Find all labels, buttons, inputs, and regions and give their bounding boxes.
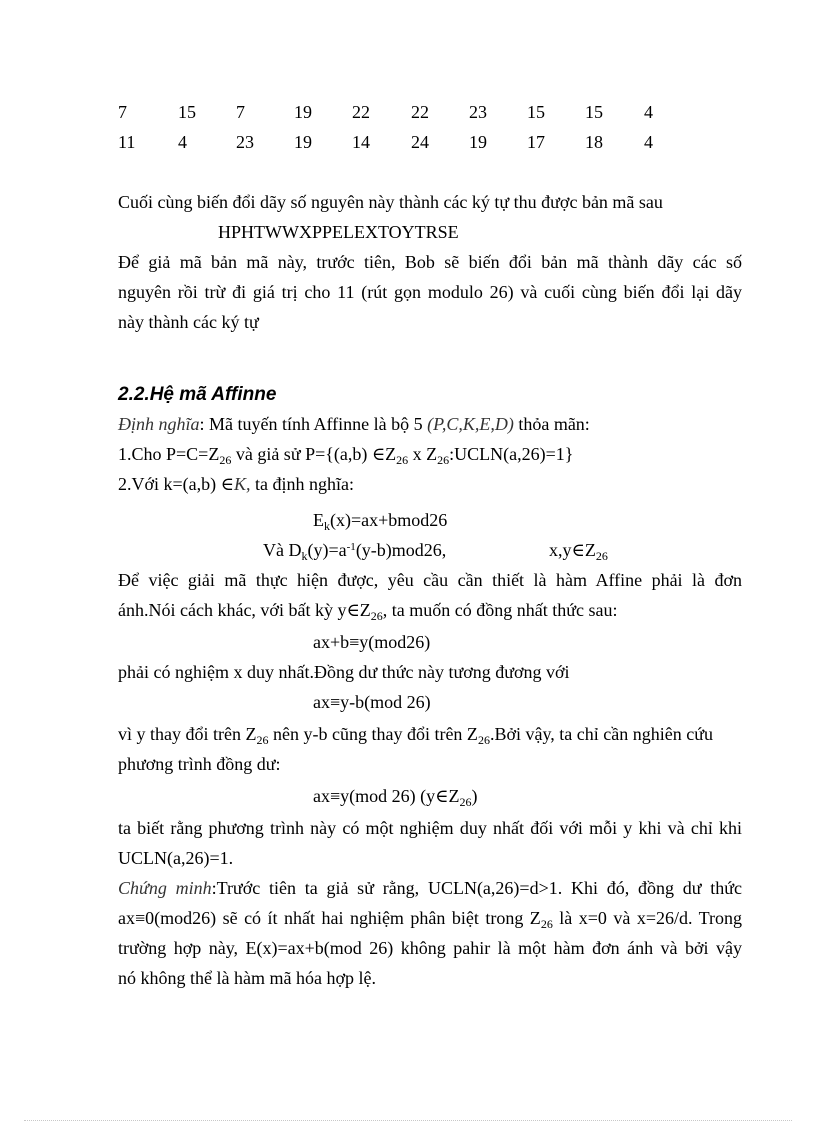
item-1-text: và giả sử P={(a,b) ∈Z: [231, 444, 397, 464]
item-1-text: x Z: [408, 444, 438, 464]
paragraph-decrypt-line: nguyên rồi trừ đi giá trị cho 11 (rút gọn modulo 26) và cuối cùng biến đổi lại dãy: [118, 282, 742, 302]
subscript: 26: [540, 917, 553, 931]
table-cell: 15: [527, 102, 545, 122]
table-cell: 17: [527, 132, 545, 152]
formula-text: (x)=ax+bmod26: [330, 510, 448, 530]
formula-encrypt: [313, 508, 447, 532]
table-cell: 7: [236, 102, 245, 122]
congruence-3: [313, 784, 477, 808]
formula-decrypt: [263, 538, 446, 562]
table-cell: 11: [118, 132, 136, 152]
subscript: 26: [219, 453, 232, 467]
paragraph-text: , ta muốn có đồng nhất thức sau:: [382, 600, 618, 620]
item-2-text: ta định nghĩa:: [250, 474, 354, 494]
definition-text: : Mã tuyến tính Affinne là bộ 5: [199, 414, 428, 434]
subscript: k: [301, 549, 308, 563]
table-cell: 4: [178, 132, 187, 152]
definition-line: [118, 412, 742, 436]
table-cell: 19: [469, 132, 487, 152]
formula-text: ): [471, 786, 478, 806]
table-cell: 24: [411, 132, 429, 152]
subscript: 26: [256, 733, 269, 747]
paragraph-since-line: phương trình đồng dư:: [118, 754, 281, 774]
ciphertext: HPHTWWXPPELEXTOYTRSE: [218, 222, 459, 242]
paragraph-know-line: UCLN(a,26)=1.: [118, 848, 234, 868]
subscript: 26: [370, 609, 383, 623]
formula-text: x,y∈Z: [549, 540, 596, 560]
definition-tuple: (P,C,K,E,D): [427, 414, 514, 434]
key-space: K,: [233, 474, 251, 494]
table-cell: 22: [411, 102, 429, 122]
table-cell: 7: [118, 102, 127, 122]
table-cell: 15: [178, 102, 196, 122]
paragraph-decrypt-line: Để giả mã bản mã này, trước tiên, Bob sẽ biến đổi bản mã thành dãy các số: [118, 252, 742, 272]
paragraph-text: vì y thay đổi trên Z: [118, 724, 257, 744]
paragraph-decrypt-line: này thành các ký tự: [118, 312, 259, 332]
paragraph-final: Cuối cùng biến đổi dãy số nguyên này thành các ký tự thu được bản mã sau: [118, 192, 663, 212]
table-cell: 22: [352, 102, 370, 122]
proof-line: trường hợp này, E(x)=ax+b(mod 26) không pahir là một hàm đơn ánh và bởi vậy: [118, 938, 742, 958]
formula-text: ax≡y(mod 26) (y∈Z: [313, 786, 460, 806]
item-1-text: :UCLN(a,26)=1}: [449, 444, 574, 464]
formula-vars: [549, 538, 608, 562]
table-cell: 4: [644, 102, 653, 122]
item-1-text: 1.Cho P=C=Z: [118, 444, 220, 464]
subscript: 26: [459, 795, 472, 809]
paragraph-unique: phải có nghiệm x duy nhất.Đồng dư thức này tương đương với: [118, 662, 570, 682]
paragraph-know-line: ta biết rằng phương trình này có một nghiệm duy nhất đối với mỗi y khi và chỉ khi: [118, 818, 742, 838]
paragraph-text: .Bởi vậy, ta chỉ cần nghiên cứu: [489, 724, 713, 744]
subscript: 26: [477, 733, 490, 747]
table-cell: 19: [294, 102, 312, 122]
subscript: 26: [437, 453, 450, 467]
proof-text: :Trước tiên ta giả sử rằng, UCLN(a,26)=d>1. Khi đó, đồng dư thức: [211, 878, 742, 898]
congruence-2: ax≡y-b(mod 26): [313, 692, 431, 712]
page-bottom-border: [24, 1120, 792, 1121]
table-cell: 4: [644, 132, 653, 152]
paragraph-injective-line: Để việc giải mã thực hiện được, yêu cầu cần thiết là hàm Affine phải là đơn: [118, 570, 742, 590]
section-heading: 2.2.Hệ mã Affinne: [118, 384, 277, 405]
proof-text: là x=0 và x=26/d. Trong: [552, 908, 742, 928]
item-1: [118, 442, 742, 466]
paragraph-since-line: [118, 722, 742, 746]
formula-text: Và D: [263, 540, 302, 560]
proof-text: ax≡0(mod26) sẽ có ít nhất hai nghiệm phân biệt trong Z: [118, 908, 541, 928]
subscript: 26: [595, 549, 608, 563]
subscript: 26: [396, 453, 409, 467]
table-cell: 19: [294, 132, 312, 152]
superscript: -1: [346, 541, 356, 553]
table-cell: 23: [236, 132, 254, 152]
table-cell: 14: [352, 132, 370, 152]
paragraph-text: ánh.Nói cách khác, với bất kỳ y∈Z: [118, 600, 371, 620]
table-cell: 23: [469, 102, 487, 122]
formula-text: (y)=a: [307, 540, 347, 560]
paragraph-text: nên y-b cũng thay đổi trên Z: [268, 724, 478, 744]
table-cell: 15: [585, 102, 603, 122]
table-cell: 18: [585, 132, 603, 152]
item-2-text: 2.Với k=(a,b) ∈: [118, 474, 234, 494]
proof-line: [118, 906, 742, 930]
definition-text-end: thỏa mãn:: [513, 414, 590, 434]
item-2: [118, 472, 742, 496]
proof-line: [118, 876, 742, 900]
proof-line: nó không thể là hàm mã hóa hợp lệ.: [118, 968, 376, 988]
paragraph-injective-line: [118, 598, 742, 622]
proof-label: Chứng minh: [118, 878, 212, 898]
definition-label: Định nghĩa: [118, 414, 200, 434]
subscript: k: [324, 519, 330, 533]
formula-text: E: [313, 510, 324, 530]
congruence-1: ax+b≡y(mod26): [313, 632, 431, 652]
formula-text: (y-b)mod26,: [355, 540, 447, 560]
